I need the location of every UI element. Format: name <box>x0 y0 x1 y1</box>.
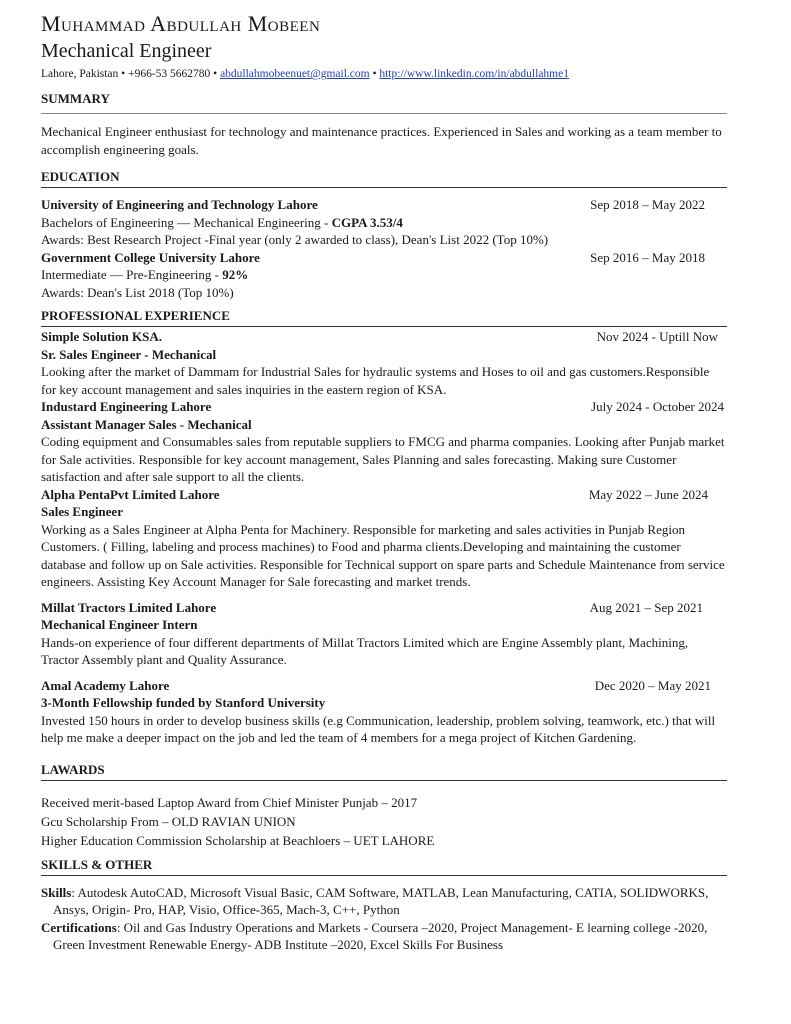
candidate-name: Muhammad Abdullah Mobeen <box>41 11 321 36</box>
certifications-line <box>41 919 727 954</box>
experience-item <box>41 486 727 591</box>
experience-description: Looking after the market of Dammam for Industrial Sales for hydraulic systems and Hoses to oil and gas customers.Responsible for key account management and sales inquiries in the eastern region of KSA. <box>41 364 710 397</box>
experience-description: Coding equipment and Consumables sales from reputable suppliers to FMCG and pharma companies. Looking after Punjab market for Sale activities. Responsible for key account management, Sales Planning and sales forecasting. Making sure Customer satisfaction and after sale support to all the clients. <box>41 434 725 484</box>
experience-description: Working as a Sales Engineer at Alpha Penta for Machinery. Responsible for marketing and sales activities in Punjab Region Customers. ( Filling, labeling and process machines) to Food and pharma clients.Developing and maintaining the customer database and follow up on Sale activities. Responsible for Technical support on spare parts and Schedule Maintenance from service engineers. Assisting Key Account Manager for Sale forecasting and market trends. <box>41 521 725 589</box>
candidate-title: Mechanical Engineer <box>41 40 212 62</box>
skills-text: : Autodesk AutoCAD, Microsoft Visual Basic, CAM Software, MATLAB, Lean Manufacturing, CATIA, SOLIDWORKS, Ansys, Origin- Pro, HAP, Visio, Office-365, Mach-3, C++, Python <box>53 884 709 917</box>
email-link[interactable]: abdullahmobeenuet@gmail.com <box>220 68 370 80</box>
experience-company: Industard Engineering Lahore <box>41 399 212 414</box>
education-item <box>41 196 727 249</box>
bullet-separator: • <box>213 68 218 80</box>
award-item: Received merit-based Laptop Award from Chief Minister Punjab – 2017 <box>41 794 418 810</box>
education-degree: Intermediate — Pre-Engineering - <box>41 267 223 282</box>
education-grade: 92% <box>222 267 249 282</box>
education-institution: Government College University Lahore <box>41 249 260 265</box>
summary-text: Mechanical Engineer enthusiast for technology and maintenance practices. Experienced in Sales and working as a team member to accomplish engineering goals. <box>41 124 722 157</box>
experience-dates: Aug 2021 – Sep 2021 <box>589 599 703 615</box>
experience-company: Amal Academy Lahore <box>41 677 170 693</box>
education-dates: Sep 2018 – May 2022 <box>590 197 705 212</box>
experience-company: Millat Tractors Limited Lahore <box>41 599 217 615</box>
education-dates: Sep 2016 – May 2018 <box>590 249 705 265</box>
education-institution: University of Engineering and Technology Lahore <box>41 197 318 212</box>
experience-item <box>41 677 727 747</box>
experience-company: Alpha PentaPvt Limited Lahore <box>41 486 220 502</box>
experience-dates: May 2022 – June 2024 <box>588 486 708 502</box>
experience-dates: Dec 2020 – May 2021 <box>594 677 711 693</box>
education-degree: Bachelors of Engineering — Mechanical Engineering - <box>41 214 332 230</box>
experience-item <box>41 599 727 669</box>
experience-role: Assistant Manager Sales - Mechanical <box>41 416 252 432</box>
experience-role: Mechanical Engineer Intern <box>41 617 198 632</box>
experience-role: Sr. Sales Engineer - Mechanical <box>41 346 217 362</box>
experience-role: Sales Engineer <box>41 504 123 519</box>
experience-description: Invested 150 hours in order to develop business skills (e.g Communication, leadership, problem solving, teamwork, etc.) that will help me make a deeper impact on the job and led the team of 4 members for a mega project of Kitchen Gardening. <box>41 712 716 745</box>
award-item: Higher Education Commission Scholarship at Beachloers – UET LAHORE <box>41 832 435 848</box>
experience-heading: PROFESSIONAL EXPERIENCE <box>41 307 727 327</box>
awards-heading: LAWARDS <box>41 761 727 781</box>
resume-page <box>41 10 727 954</box>
certifications-label: Certifications <box>41 919 117 935</box>
education-grade: CGPA 3.53/4 <box>331 214 403 230</box>
awards-list <box>41 793 727 850</box>
experience-dates: Nov 2024 - Uptill Now <box>596 329 718 344</box>
experience-dates: July 2024 - October 2024 <box>591 399 724 414</box>
bullet-separator: • <box>121 68 126 80</box>
location: Lahore, Pakistan <box>41 68 119 80</box>
education-awards: Awards: Dean's List 2018 (Top 10%) <box>41 284 234 300</box>
experience-role: 3-Month Fellowship funded by Stanford University <box>41 695 326 710</box>
contact-line <box>41 66 727 82</box>
education-heading: EDUCATION <box>41 168 727 188</box>
bullet-separator: • <box>372 68 377 80</box>
skills-label: Skills <box>41 884 72 900</box>
skills-heading: SKILLS & OTHER <box>41 856 727 876</box>
experience-company: Simple Solution KSA. <box>41 329 163 344</box>
summary-heading: SUMMARY <box>41 90 727 114</box>
certifications-text: : Oil and Gas Industry Operations and Markets - Coursera –2020, Project Management- E learning college -2020, Green Investment Renewable Energy- ADB Institute –2020, Excel Skills For Business <box>53 919 708 952</box>
experience-item <box>41 328 727 398</box>
award-item: Gcu Scholarship From – OLD RAVIAN UNION <box>41 813 296 829</box>
education-awards: Awards: Best Research Project -Final year (only 2 awarded to class), Dean's List 2022 (Top 10%) <box>41 232 549 247</box>
skills-line <box>41 884 727 919</box>
experience-item <box>41 398 727 486</box>
linkedin-link[interactable]: http://www.linkedin.com/in/abdullahme1 <box>379 68 569 80</box>
education-item <box>41 249 727 302</box>
phone: +966-53 5662780 <box>128 68 211 80</box>
experience-description: Hands-on experience of four different departments of Millat Tractors Limited which are Engine Assembly plant, Machining, Tractor Assembly plant and Quality Assurance. <box>41 634 689 667</box>
